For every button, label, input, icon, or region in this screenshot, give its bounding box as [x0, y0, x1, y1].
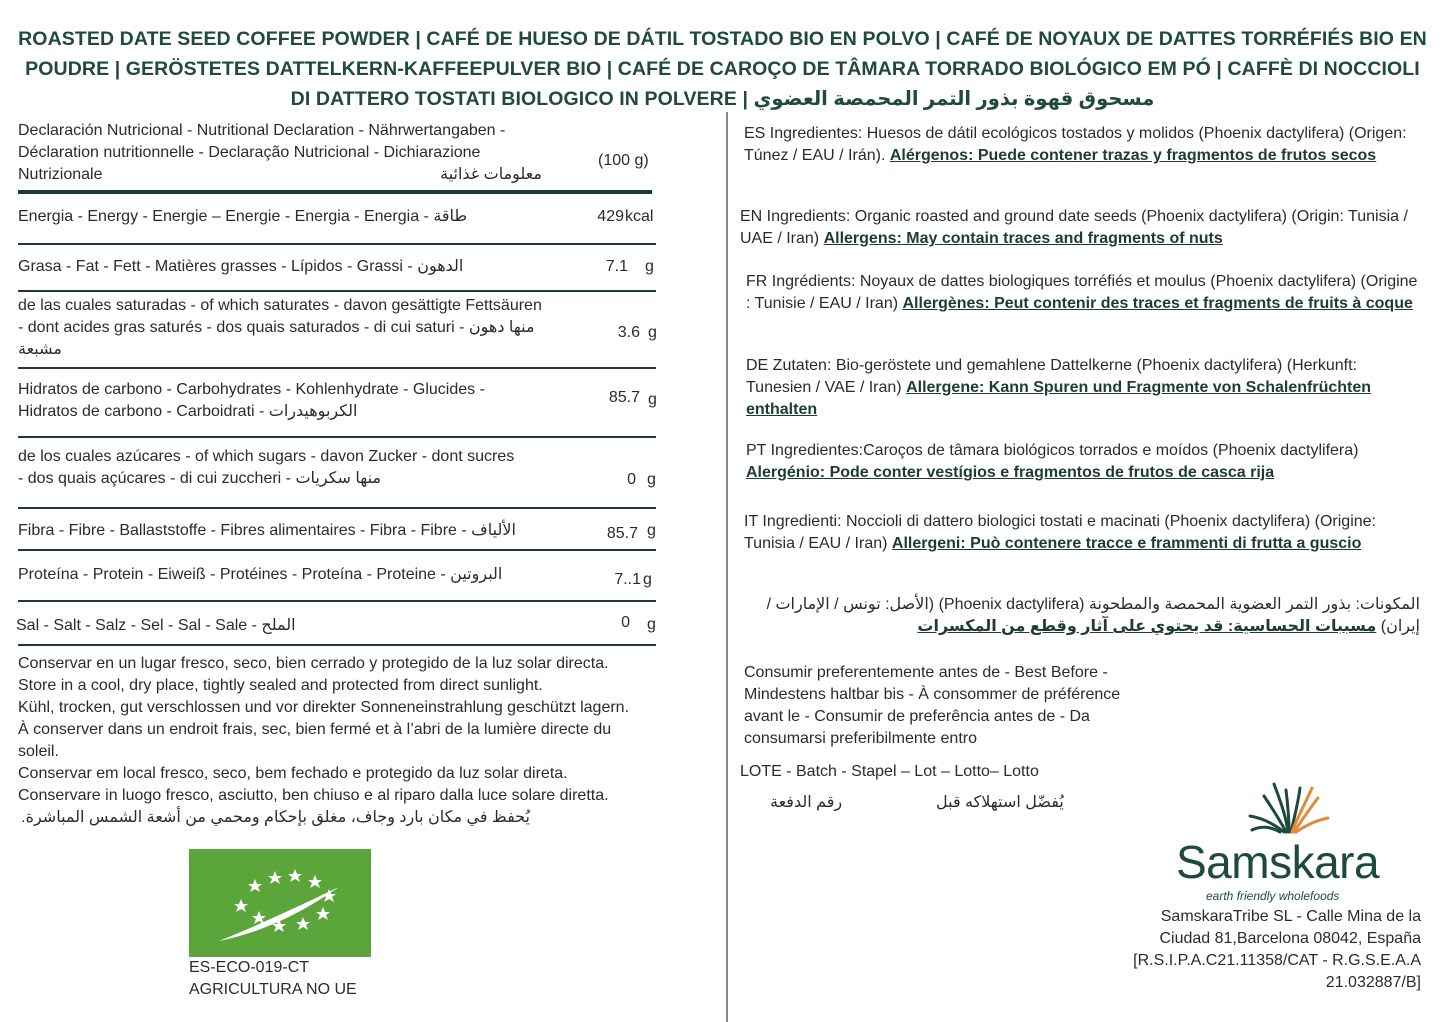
nutrition-header	[18, 120, 558, 186]
best-before-label: Consumir preferentemente antes de - Best Before - Mindestens haltbar bis - À consommer de préférence avant le - Consumir de preferência antes de - Da consumarsi preferibilmente entro	[744, 664, 1121, 747]
nutrition-header-line-3: Nutrizionale	[18, 166, 103, 183]
nutrient-value: 7.1	[605, 258, 628, 275]
nutrient-unit: g	[647, 471, 656, 488]
storage-fr: À conserver dans un endroit frais, sec, bien fermé et à l’abri de la lumière directe du	[18, 721, 612, 738]
nutrient-unit: g	[648, 324, 657, 341]
nutrient-unit: g	[648, 391, 657, 408]
storage-fr-cont: soleil.	[18, 743, 59, 760]
nutrition-header-arabic: معلومات غذائية	[440, 166, 542, 183]
allergen-text: Allergènes: Peut contenir des traces et fragments de fruits à coque	[902, 295, 1413, 312]
row-rule	[18, 549, 656, 551]
nutrient-value: 3.6	[617, 324, 640, 341]
row-rule	[18, 507, 656, 509]
nutrient-value: 429	[597, 208, 624, 225]
ingredients-pt	[746, 440, 1426, 484]
ingredients-it	[744, 511, 1424, 555]
company-address	[1101, 906, 1421, 994]
title-line-2: POUDRE | GERÖSTETES DATTELKERN-KAFFEEPULVER BIO | CAFÉ DE CAROÇO DE TÂMARA TORRADO BIOLÓGICO EM PÓ | CAFFÈ DI NOCCIOLI	[25, 58, 1420, 80]
nutrient-row-energy	[18, 206, 658, 228]
nutrient-label: de las cuales saturadas - of which saturates - davon gesättigte Fettsäuren - dont acides gras saturés - dos quais saturados - di cui saturi - منها دهون مشبعة	[18, 297, 542, 358]
row-rule	[18, 367, 656, 369]
product-title	[14, 24, 1431, 114]
ingredients-text: المكونات: بذور التمر العضوية المحمصة والمطحونة (Phoenix dactylifera) (الأصل: تونس / الإمارات / إيران)	[766, 596, 1420, 635]
ingredients-text: EN Ingredients: Organic roasted and ground date seeds (Phoenix dactylifera) (Origin: Tunisia / UAE / Iran)	[740, 208, 1408, 247]
storage-es: Conservar en un lugar fresco, seco, bien cerrado y protegido de la luz solar directa.	[18, 655, 609, 672]
nutrition-header-line-2: Déclaration nutritionnelle - Declaração Nutricional - Dichiarazione	[18, 144, 481, 161]
ingredients-ar	[740, 594, 1420, 638]
allergen-text: Alergénio: Pode conter vestígios e fragmentos de frutos de casca rija	[746, 464, 1275, 481]
nutrient-label: Sal - Salt - Salz - Sel - Sal - Sale - الملح	[16, 617, 296, 634]
certification	[189, 957, 357, 1001]
ingredients-text: FR Ingrédients: Noyaux de dattes biologiques torréfiés et moulus (Phoenix dactylifera) (Origine : Tunisie / EAU / Iran)	[746, 273, 1418, 312]
nutrient-unit: kcal	[625, 208, 654, 225]
title-line-3: DI DATTERO TOSTATI BIOLOGICO IN POLVERE | مسحوق قهوة بذور التمر المحمصة العضوي	[290, 88, 1155, 110]
address-line: Ciudad 81,Barcelona 08042, España	[1159, 930, 1421, 947]
brand-tagline: earth friendly wholefoods	[1206, 889, 1340, 903]
nutrient-value: 85.7	[606, 525, 638, 542]
brand-name: Samskara	[1176, 836, 1380, 888]
nutrient-unit: g	[643, 571, 652, 588]
nutrient-unit: g	[645, 258, 654, 275]
address-line: [R.S.I.P.A.C21.11358/CAT - R.G.S.E.A.A	[1133, 952, 1421, 969]
nutrient-unit: g	[647, 522, 656, 539]
nutrition-header-line-1: Declaración Nutricional - Nutritional Declaration - Nährwertangaben -	[18, 122, 506, 139]
title-line-1: ROASTED DATE SEED COFFEE POWDER | CAFÉ DE HUESO DE DÁTIL TOSTADO BIO EN POLVO | CAFÉ DE NOYAUX DE DATTES TORRÉFIÉS BIO EN	[18, 28, 1427, 50]
nutrient-label: Energia - Energy - Energie – Energie - Energia - Energia - طاقة	[18, 208, 468, 225]
nutrient-label: Proteína - Protein - Eiweiß - Protéines - Proteína - Proteine - البروتين	[18, 566, 503, 583]
allergen-text: Allergens: May contain traces and fragments of nuts	[823, 230, 1223, 247]
tree-roots-logo-icon	[1246, 778, 1332, 834]
row-rule	[18, 243, 656, 245]
row-rule	[18, 644, 656, 646]
nutrient-label: Grasa - Fat - Fett - Matières grasses - Lípidos - Grassi - الدهون	[18, 258, 464, 275]
header-rule	[18, 190, 652, 194]
storage-ar: يُحفظ في مكان بارد وجاف، مغلق بإحكام ومحمي من أشعة الشمس المباشرة.	[21, 809, 530, 826]
row-rule	[18, 600, 656, 602]
storage-pt: Conservar em local fresco, seco, bem fechado e protegido da luz solar direta.	[18, 765, 568, 782]
ingredients-fr	[746, 271, 1426, 315]
allergen-text: Alérgenos: Puede contener trazas y fragmentos de frutos secos	[889, 147, 1377, 164]
nutrient-row-saturates	[18, 295, 658, 361]
allergen-text: Allergeni: Può contenere tracce e frammenti di frutta a guscio	[891, 535, 1362, 552]
nutrient-value: 0	[627, 471, 636, 488]
ar-batch-label: رقم الدفعة	[770, 794, 843, 811]
ingredients-text: PT Ingredientes:Caroços de tâmara biológicos torrados e moídos (Phoenix dactylifera)	[746, 442, 1359, 459]
certification-code: ES-ECO-019-CT	[189, 959, 310, 976]
storage-de: Kühl, trocken, gut verschlossen und vor direkter Sonneneinstrahlung geschützt lagern.	[18, 699, 630, 716]
nutrient-value: 7..1	[614, 571, 641, 588]
address-line: SamskaraTribe SL - Calle Mina de la	[1160, 908, 1421, 925]
column-divider	[726, 112, 728, 1022]
certification-origin: AGRICULTURA NO UE	[189, 981, 357, 998]
nutrition-per-100g: (100 g)	[598, 152, 649, 169]
lot-label: LOTE - Batch - Stapel – Lot – Lotto– Lotto	[740, 763, 1039, 780]
row-rule	[18, 436, 656, 438]
address-line: 21.032887/B]	[1325, 974, 1421, 991]
ingredients-de	[746, 355, 1426, 421]
nutrient-value: 85.7	[608, 389, 640, 406]
ingredients-es	[744, 123, 1424, 167]
nutrient-row-salt	[16, 615, 656, 637]
nutrient-row-fat	[18, 256, 658, 278]
nutrient-label: Fibra - Fibre - Ballaststoffe - Fibres alimentaires - Fibra - Fibre - الألياف	[18, 522, 516, 539]
nutrient-label: Hidratos de carbono - Carbohydrates - Kohlenhydrate - Glucides - Hidratos de carbono - Carboidrati - الكربوهيدرات	[18, 381, 485, 420]
row-rule	[18, 290, 656, 292]
nutrient-row-sugars	[18, 446, 658, 490]
storage-it: Conservare in luogo fresco, asciutto, ben chiuso e al riparo dalla luce solare diretta.	[18, 787, 609, 804]
ingredients-text: IT Ingredienti: Noccioli di dattero biologici tostati e macinati (Phoenix dactylifera) (Origine: Tunisia / EAU / Iran)	[744, 513, 1376, 552]
nutrient-value: 0	[621, 614, 630, 631]
ingredients-text: DE Zutaten: Bio-geröstete und gemahlene Dattelkerne (Phoenix dactylifera) (Herkunft: Tunesien / VAE / Iran)	[746, 357, 1357, 396]
ingredients-en	[740, 206, 1420, 250]
allergen-text: مسببات الحساسية: قد يحتوي على آثار وقطع من المكسرات	[917, 618, 1377, 635]
nutrient-unit: g	[647, 616, 656, 633]
nutrient-row-carbohydrates	[18, 379, 658, 423]
ingredients-text: ES Ingredientes: Huesos de dátil ecológicos tostados y molidos (Phoenix dactylifera) (Origen: Túnez / EAU / Irán).	[744, 125, 1407, 164]
nutrient-row-fibre	[18, 520, 658, 542]
storage-instructions	[18, 653, 698, 829]
nutrient-row-protein	[18, 564, 658, 586]
ar-best-before-label: يُفضّل استهلاكه قبل	[936, 794, 1064, 811]
eu-organic-leaf-logo-icon	[189, 849, 371, 957]
storage-en: Store in a cool, dry place, tightly sealed and protected from direct sunlight.	[18, 677, 543, 694]
nutrient-label: de los cuales azúcares - of which sugars - davon Zucker - dont sucres - dos quais açúcares - di cui zuccheri - منها سكريات	[18, 448, 515, 487]
allergen-text: Allergene: Kann Spuren und Fragmente von Schalenfrüchten enthalten	[746, 379, 1372, 418]
